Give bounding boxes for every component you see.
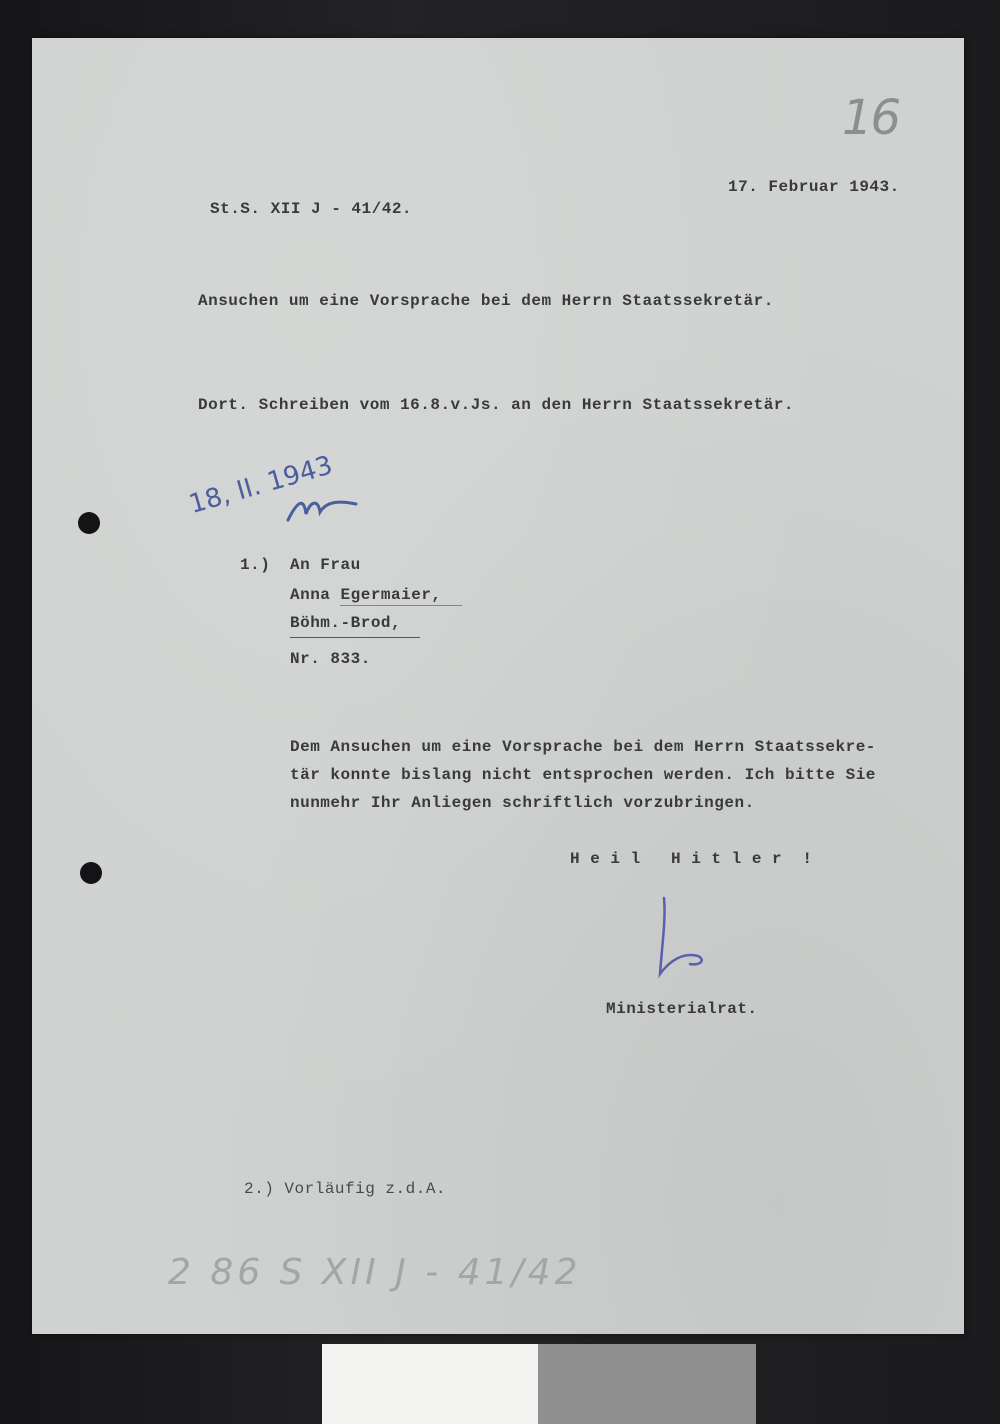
document-page (32, 38, 964, 1334)
item-1-number: 1.) (240, 556, 271, 574)
body-line-3: nunmehr Ihr Anliegen schriftlich vorzubringen. (290, 794, 755, 812)
address-house-number: Nr. 833. (290, 650, 371, 668)
address-town: Böhm.-Brod, (290, 614, 402, 632)
initials-mark (284, 490, 364, 530)
reference-letter-line: Dort. Schreiben vom 16.8.v.Js. an den Herrn Staatssekretär. (198, 396, 794, 414)
punch-hole-top (78, 512, 100, 534)
body-line-2: tär konnte bislang nicht entsprochen werden. Ich bitte Sie (290, 766, 876, 784)
closing-salutation: H e i l H i t l e r ! (570, 850, 813, 868)
body-line-1: Dem Ansuchen um eine Vorsprache bei dem Herrn Staatssekre- (290, 738, 876, 756)
folio-number: 16 (842, 90, 900, 146)
pencil-file-reference: 2 86 S XII J - 41/42 (168, 1252, 582, 1293)
subject-line: Ansuchen um eine Vorsprache bei dem Herrn Staatssekretär. (198, 292, 774, 310)
received-date-stamp: 18, II. 1943 (185, 450, 336, 520)
signature (650, 890, 720, 990)
address-town-rule (290, 637, 420, 638)
item-2-file-note: 2.) Vorläufig z.d.A. (244, 1180, 447, 1198)
address-name-underline (340, 605, 462, 606)
punch-hole-bottom (80, 862, 102, 884)
reference-number: St.S. XII J - 41/42. (210, 200, 413, 218)
address-name: Anna Egermaier, (290, 586, 442, 604)
signatory-title: Ministerialrat. (606, 1000, 758, 1018)
address-salutation: An Frau (290, 556, 361, 574)
letter-date: 17. Februar 1943. (728, 178, 900, 196)
calibration-card-white (322, 1344, 538, 1424)
calibration-card-grey (538, 1344, 756, 1424)
